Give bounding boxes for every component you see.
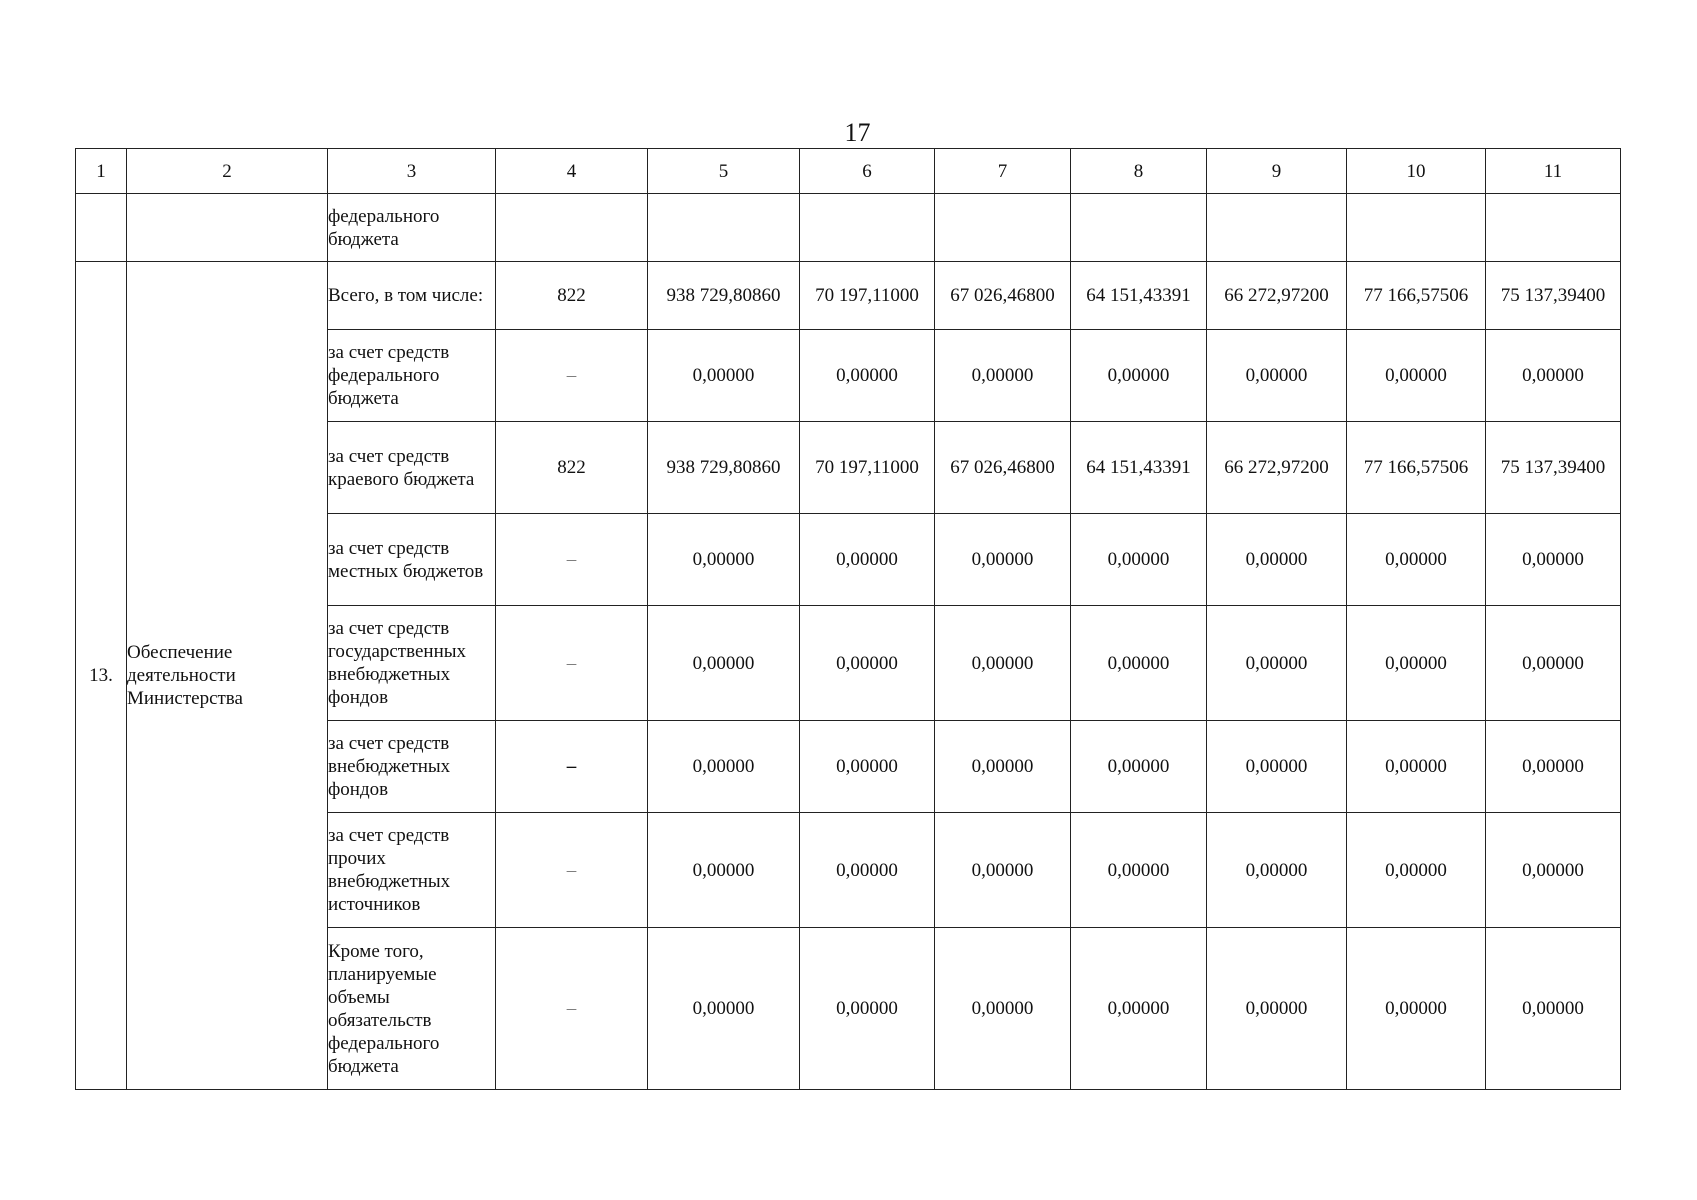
empty-cell xyxy=(1486,194,1621,262)
funding-source: Кроме того, планируемые объемы обязательств федерального бюджета xyxy=(328,928,496,1090)
value-cell: 67 026,46800 xyxy=(935,422,1071,514)
value-cell: 0,00000 xyxy=(800,514,935,606)
value-cell: 0,00000 xyxy=(648,813,800,928)
value-cell: 0,00000 xyxy=(648,721,800,813)
value-cell: 0,00000 xyxy=(1071,514,1207,606)
value-cell: 0,00000 xyxy=(935,928,1071,1090)
column-header: 2 xyxy=(127,149,328,194)
value-cell: 66 272,97200 xyxy=(1207,262,1347,330)
funding-source: федерального бюджета xyxy=(328,194,496,262)
value-cell: 0,00000 xyxy=(648,514,800,606)
empty-cell xyxy=(935,194,1071,262)
column-header: 5 xyxy=(648,149,800,194)
value-cell: 0,00000 xyxy=(1347,330,1486,422)
value-cell: 66 272,97200 xyxy=(1207,422,1347,514)
item-name: Обеспечение деятельности Министерства xyxy=(127,262,328,1090)
value-cell: 0,00000 xyxy=(1071,330,1207,422)
value-cell: 0,00000 xyxy=(1486,606,1621,721)
value-cell: 0,00000 xyxy=(1207,721,1347,813)
column-number-row xyxy=(76,149,1621,194)
empty-cell xyxy=(648,194,800,262)
value-cell: 0,00000 xyxy=(1347,928,1486,1090)
value-cell: 0,00000 xyxy=(1071,813,1207,928)
table-row xyxy=(76,262,1621,330)
value-cell: 0,00000 xyxy=(1347,606,1486,721)
value-cell: 75 137,39400 xyxy=(1486,422,1621,514)
funding-source: Всего, в том числе: xyxy=(328,262,496,330)
column-header: 9 xyxy=(1207,149,1347,194)
value-cell: 0,00000 xyxy=(1347,813,1486,928)
value-cell: 0,00000 xyxy=(648,606,800,721)
value-cell: 0,00000 xyxy=(1347,721,1486,813)
empty-cell xyxy=(1347,194,1486,262)
value-cell: 0,00000 xyxy=(1207,330,1347,422)
value-cell: 0,00000 xyxy=(935,606,1071,721)
column-header: 3 xyxy=(328,149,496,194)
value-cell: 70 197,11000 xyxy=(800,262,935,330)
column-header: 1 xyxy=(76,149,127,194)
value-cell: 0,00000 xyxy=(1207,813,1347,928)
value-cell: 0,00000 xyxy=(800,928,935,1090)
value-cell: 0,00000 xyxy=(800,721,935,813)
value-cell: 0,00000 xyxy=(1207,514,1347,606)
code-cell: – xyxy=(496,606,648,721)
empty-cell xyxy=(1071,194,1207,262)
value-cell: 0,00000 xyxy=(800,330,935,422)
value-cell: 0,00000 xyxy=(1071,721,1207,813)
empty-cell xyxy=(127,194,328,262)
column-header: 7 xyxy=(935,149,1071,194)
value-cell: 67 026,46800 xyxy=(935,262,1071,330)
funding-source: за счет средств прочих внебюджетных источников xyxy=(328,813,496,928)
value-cell: 0,00000 xyxy=(1207,928,1347,1090)
code-cell: – xyxy=(496,330,648,422)
value-cell: 0,00000 xyxy=(935,514,1071,606)
value-cell: 70 197,11000 xyxy=(800,422,935,514)
value-cell: 75 137,39400 xyxy=(1486,262,1621,330)
value-cell: 77 166,57506 xyxy=(1347,262,1486,330)
value-cell: 0,00000 xyxy=(1347,514,1486,606)
value-cell: 0,00000 xyxy=(935,330,1071,422)
value-cell: 0,00000 xyxy=(1486,514,1621,606)
empty-cell xyxy=(800,194,935,262)
value-cell: 938 729,80860 xyxy=(648,262,800,330)
value-cell: 0,00000 xyxy=(1207,606,1347,721)
value-cell: 0,00000 xyxy=(800,813,935,928)
column-header: 11 xyxy=(1486,149,1621,194)
item-number: 13. xyxy=(76,262,127,1090)
value-cell: 0,00000 xyxy=(1486,330,1621,422)
empty-cell xyxy=(1207,194,1347,262)
page-number: 17 xyxy=(844,118,871,147)
value-cell: 0,00000 xyxy=(648,330,800,422)
value-cell: 0,00000 xyxy=(1486,813,1621,928)
value-cell: 0,00000 xyxy=(1071,928,1207,1090)
column-header: 10 xyxy=(1347,149,1486,194)
value-cell: 0,00000 xyxy=(1486,928,1621,1090)
code-cell: – xyxy=(496,813,648,928)
budget-table xyxy=(75,148,1621,1090)
value-cell: 0,00000 xyxy=(935,721,1071,813)
value-cell: 0,00000 xyxy=(1071,606,1207,721)
value-cell: 0,00000 xyxy=(800,606,935,721)
value-cell: 0,00000 xyxy=(1486,721,1621,813)
funding-source: за счет средств государственных внебюджетных фондов xyxy=(328,606,496,721)
value-cell: 64 151,43391 xyxy=(1071,262,1207,330)
funding-source: за счет средств краевого бюджета xyxy=(328,422,496,514)
column-header: 4 xyxy=(496,149,648,194)
funding-source: за счет средств местных бюджетов xyxy=(328,514,496,606)
value-cell: 0,00000 xyxy=(648,928,800,1090)
value-cell: 0,00000 xyxy=(935,813,1071,928)
code-cell: – xyxy=(496,721,648,813)
column-header: 8 xyxy=(1071,149,1207,194)
empty-cell xyxy=(76,194,127,262)
continuation-row xyxy=(76,194,1621,262)
value-cell: 938 729,80860 xyxy=(648,422,800,514)
value-cell: 77 166,57506 xyxy=(1347,422,1486,514)
column-header: 6 xyxy=(800,149,935,194)
code-cell: 822 xyxy=(496,262,648,330)
empty-cell xyxy=(496,194,648,262)
code-cell: 822 xyxy=(496,422,648,514)
funding-source: за счет средств федерального бюджета xyxy=(328,330,496,422)
code-cell: – xyxy=(496,928,648,1090)
code-cell: – xyxy=(496,514,648,606)
funding-source: за счет средств внебюджетных фондов xyxy=(328,721,496,813)
value-cell: 64 151,43391 xyxy=(1071,422,1207,514)
